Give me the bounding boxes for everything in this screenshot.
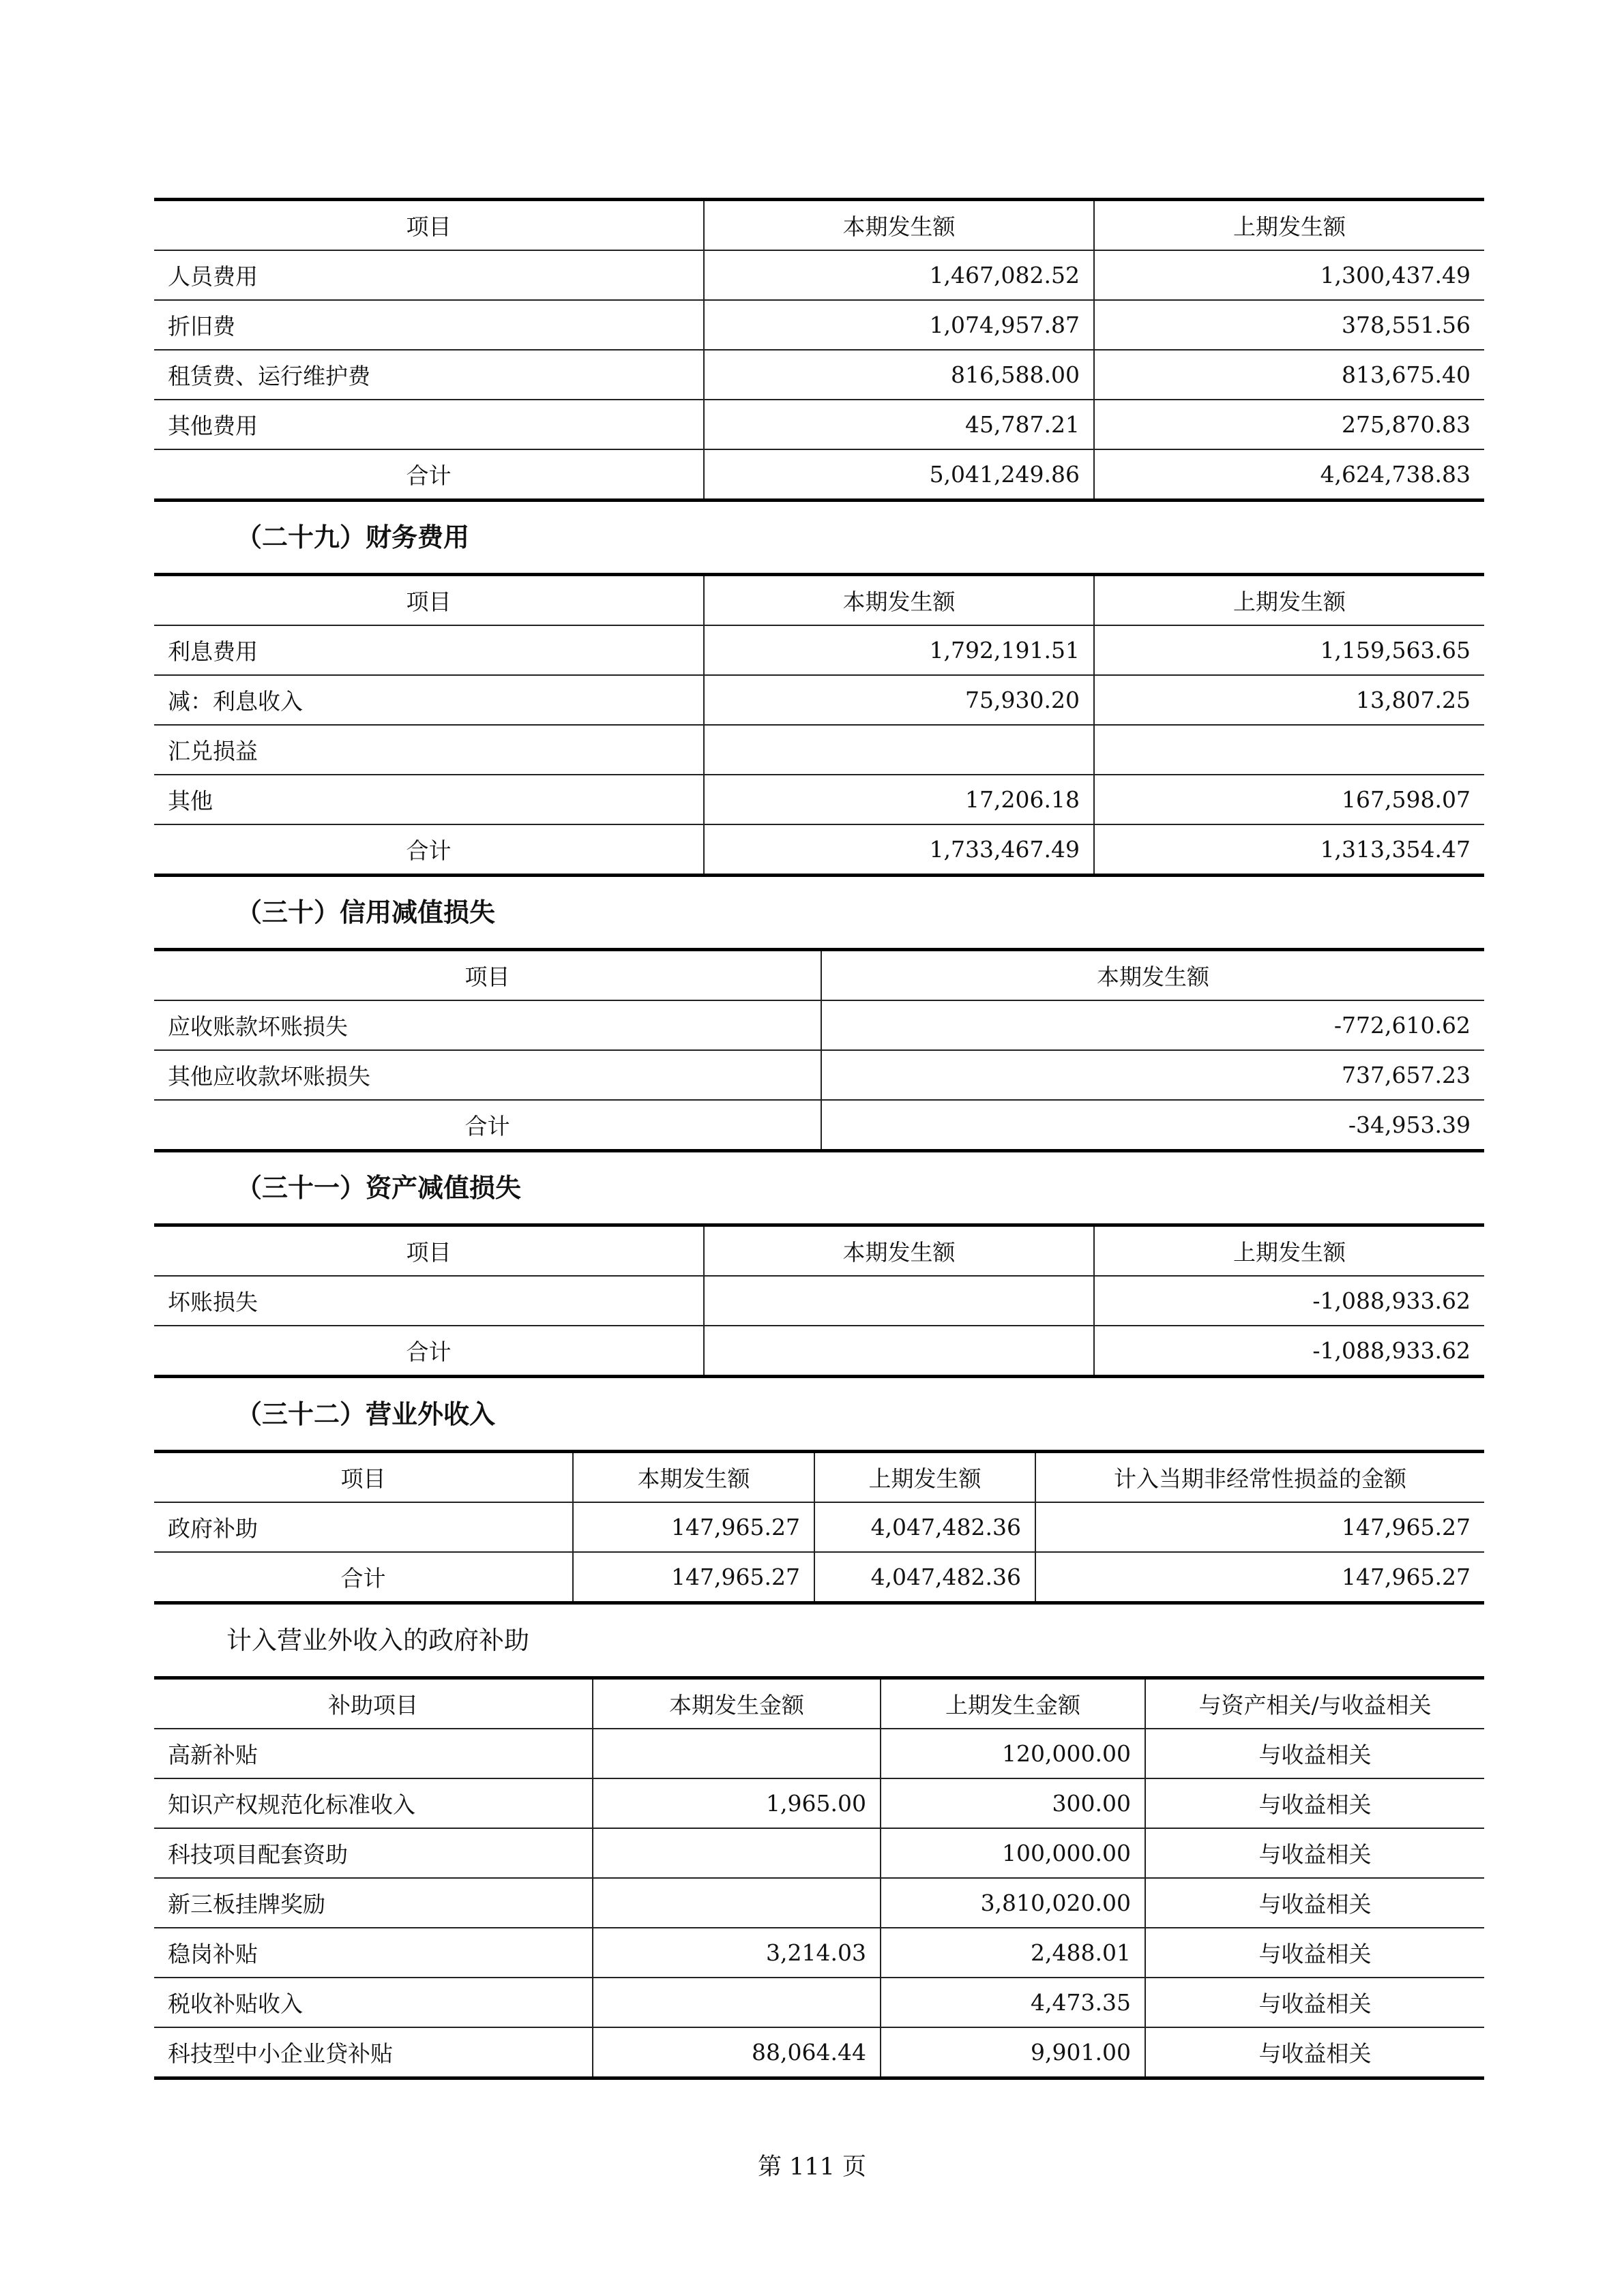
non-recurring-amount-cell: 147,965.27	[1035, 1502, 1484, 1552]
header-cell: 项目	[154, 1452, 573, 1503]
item-cell: 汇兑损益	[154, 725, 704, 775]
current-amount-cell: -772,610.62	[821, 1000, 1484, 1050]
relation-cell: 与收益相关	[1145, 1928, 1484, 1978]
current-amount-cell: 816,588.00	[704, 350, 1094, 400]
prior-amount-cell: 1,159,563.65	[1094, 625, 1484, 675]
section-title-non-operating-income: （三十二）营业外收入	[236, 1399, 496, 1429]
table-row	[154, 350, 1484, 400]
grant-item-cell: 高新补贴	[154, 1729, 593, 1778]
credit-impairment-table	[154, 948, 1484, 1152]
header-cell: 项目	[154, 200, 704, 251]
prior-amount-cell: 300.00	[881, 1778, 1145, 1828]
current-amount-cell: 1,965.00	[593, 1778, 881, 1828]
table-row	[154, 1050, 1484, 1100]
prior-amount-cell: 4,624,738.83	[1094, 449, 1484, 501]
subtitle-government-grants: 计入营业外收入的政府补助	[226, 1626, 529, 1655]
section-title-financial-expenses: （二十九）财务费用	[236, 522, 470, 552]
grant-item-cell: 科技型中小企业贷补贴	[154, 2027, 593, 2078]
prior-amount-cell: 3,810,020.00	[881, 1878, 1145, 1928]
prior-amount-cell: 9,901.00	[881, 2027, 1145, 2078]
table-row	[154, 675, 1484, 725]
table-row	[154, 1778, 1484, 1828]
prior-amount-cell: 4,047,482.36	[814, 1502, 1035, 1552]
header-cell: 上期发生额	[814, 1452, 1035, 1503]
table-row	[154, 1000, 1484, 1050]
total-row	[154, 449, 1484, 501]
current-amount-cell: 45,787.21	[704, 400, 1094, 449]
current-amount-cell: -34,953.39	[821, 1100, 1484, 1151]
relation-cell: 与收益相关	[1145, 1978, 1484, 2027]
item-cell: 租赁费、运行维护费	[154, 350, 704, 400]
header-cell: 本期发生额	[704, 1225, 1094, 1277]
current-amount-cell	[593, 1978, 881, 2027]
grant-item-cell: 新三板挂牌奖励	[154, 1878, 593, 1928]
table-header-row	[154, 1225, 1484, 1277]
table-header-row	[154, 1678, 1484, 1729]
section-title-asset-impairment: （三十一）资产减值损失	[236, 1173, 522, 1203]
prior-amount-cell: 2,488.01	[881, 1928, 1145, 1978]
current-amount-cell: 147,965.27	[573, 1502, 814, 1552]
total-label-cell: 合计	[154, 1326, 704, 1377]
relation-cell: 与收益相关	[1145, 1828, 1484, 1878]
current-amount-cell: 1,467,082.52	[704, 250, 1094, 300]
header-cell: 计入当期非经常性损益的金额	[1035, 1452, 1484, 1503]
current-amount-cell: 147,965.27	[573, 1552, 814, 1603]
table-row	[154, 250, 1484, 300]
prior-amount-cell: 120,000.00	[881, 1729, 1145, 1778]
financial-expense-table	[154, 573, 1484, 877]
table-header-row	[154, 950, 1484, 1001]
grant-item-cell: 科技项目配套资助	[154, 1828, 593, 1878]
table-header-row	[154, 1452, 1484, 1503]
prior-amount-cell: 4,473.35	[881, 1978, 1145, 2027]
prior-amount-cell: 4,047,482.36	[814, 1552, 1035, 1603]
total-row	[154, 1326, 1484, 1377]
current-amount-cell	[704, 725, 1094, 775]
header-cell: 上期发生额	[1094, 1225, 1484, 1277]
relation-cell: 与收益相关	[1145, 1778, 1484, 1828]
current-amount-cell	[593, 1878, 881, 1928]
prior-amount-cell: 1,313,354.47	[1094, 824, 1484, 876]
header-cell: 上期发生额	[1094, 200, 1484, 251]
non-operating-income-table	[154, 1450, 1484, 1605]
current-amount-cell: 3,214.03	[593, 1928, 881, 1978]
prior-amount-cell: -1,088,933.62	[1094, 1326, 1484, 1377]
table-row	[154, 1978, 1484, 2027]
table-row	[154, 2027, 1484, 2078]
item-cell: 其他应收款坏账损失	[154, 1050, 821, 1100]
table-row	[154, 400, 1484, 449]
relation-cell: 与收益相关	[1145, 1729, 1484, 1778]
table-header-row	[154, 200, 1484, 251]
current-amount-cell: 17,206.18	[704, 775, 1094, 824]
header-cell: 本期发生额	[573, 1452, 814, 1503]
prior-amount-cell: 275,870.83	[1094, 400, 1484, 449]
non-recurring-amount-cell: 147,965.27	[1035, 1552, 1484, 1603]
table-row	[154, 300, 1484, 350]
section-title-credit-impairment: （三十）信用减值损失	[236, 897, 496, 927]
grant-item-cell: 知识产权规范化标准收入	[154, 1778, 593, 1828]
table-header-row	[154, 575, 1484, 626]
current-amount-cell: 1,733,467.49	[704, 824, 1094, 876]
prior-amount-cell: 13,807.25	[1094, 675, 1484, 725]
prior-amount-cell: 813,675.40	[1094, 350, 1484, 400]
table-row	[154, 625, 1484, 675]
asset-impairment-table	[154, 1223, 1484, 1378]
table-row	[154, 1928, 1484, 1978]
total-label-cell: 合计	[154, 1552, 573, 1603]
item-cell: 减：利息收入	[154, 675, 704, 725]
current-amount-cell	[593, 1729, 881, 1778]
item-cell: 坏账损失	[154, 1276, 704, 1326]
header-cell: 本期发生额	[704, 200, 1094, 251]
prior-amount-cell: 1,300,437.49	[1094, 250, 1484, 300]
prior-amount-cell: 378,551.56	[1094, 300, 1484, 350]
total-row	[154, 824, 1484, 876]
item-cell: 政府补助	[154, 1502, 573, 1552]
table-row	[154, 725, 1484, 775]
header-cell: 上期发生金额	[881, 1678, 1145, 1729]
table-row	[154, 1502, 1484, 1552]
table-row	[154, 775, 1484, 824]
header-cell: 本期发生额	[704, 575, 1094, 626]
grant-item-cell: 税收补贴收入	[154, 1978, 593, 2027]
item-cell: 利息费用	[154, 625, 704, 675]
header-cell: 本期发生金额	[593, 1678, 881, 1729]
relation-cell: 与收益相关	[1145, 2027, 1484, 2078]
item-cell: 应收账款坏账损失	[154, 1000, 821, 1050]
table-row	[154, 1276, 1484, 1326]
prior-amount-cell: -1,088,933.62	[1094, 1276, 1484, 1326]
government-grants-table	[154, 1676, 1484, 2080]
current-amount-cell: 1,074,957.87	[704, 300, 1094, 350]
current-amount-cell: 1,792,191.51	[704, 625, 1094, 675]
current-amount-cell: 737,657.23	[821, 1050, 1484, 1100]
item-cell: 其他	[154, 775, 704, 824]
total-label-cell: 合计	[154, 1100, 821, 1151]
current-amount-cell	[593, 1828, 881, 1878]
prior-amount-cell: 100,000.00	[881, 1828, 1145, 1878]
header-cell: 本期发生额	[821, 950, 1484, 1001]
prior-amount-cell: 167,598.07	[1094, 775, 1484, 824]
grant-item-cell: 稳岗补贴	[154, 1928, 593, 1978]
current-amount-cell	[704, 1276, 1094, 1326]
current-amount-cell	[704, 1326, 1094, 1377]
header-cell: 上期发生额	[1094, 575, 1484, 626]
header-cell: 补助项目	[154, 1678, 593, 1729]
total-label-cell: 合计	[154, 824, 704, 876]
current-amount-cell: 88,064.44	[593, 2027, 881, 2078]
header-cell: 项目	[154, 950, 821, 1001]
total-label-cell: 合计	[154, 449, 704, 501]
item-cell: 折旧费	[154, 300, 704, 350]
item-cell: 人员费用	[154, 250, 704, 300]
relation-cell: 与收益相关	[1145, 1878, 1484, 1928]
page-number: 第 111 页	[757, 2153, 867, 2181]
header-cell: 与资产相关/与收益相关	[1145, 1678, 1484, 1729]
table-row	[154, 1729, 1484, 1778]
total-row	[154, 1100, 1484, 1151]
current-amount-cell: 5,041,249.86	[704, 449, 1094, 501]
prior-amount-cell	[1094, 725, 1484, 775]
header-cell: 项目	[154, 575, 704, 626]
rd-expense-table	[154, 198, 1484, 502]
item-cell: 其他费用	[154, 400, 704, 449]
table-row	[154, 1828, 1484, 1878]
header-cell: 项目	[154, 1225, 704, 1277]
table-row	[154, 1878, 1484, 1928]
current-amount-cell: 75,930.20	[704, 675, 1094, 725]
total-row	[154, 1552, 1484, 1603]
